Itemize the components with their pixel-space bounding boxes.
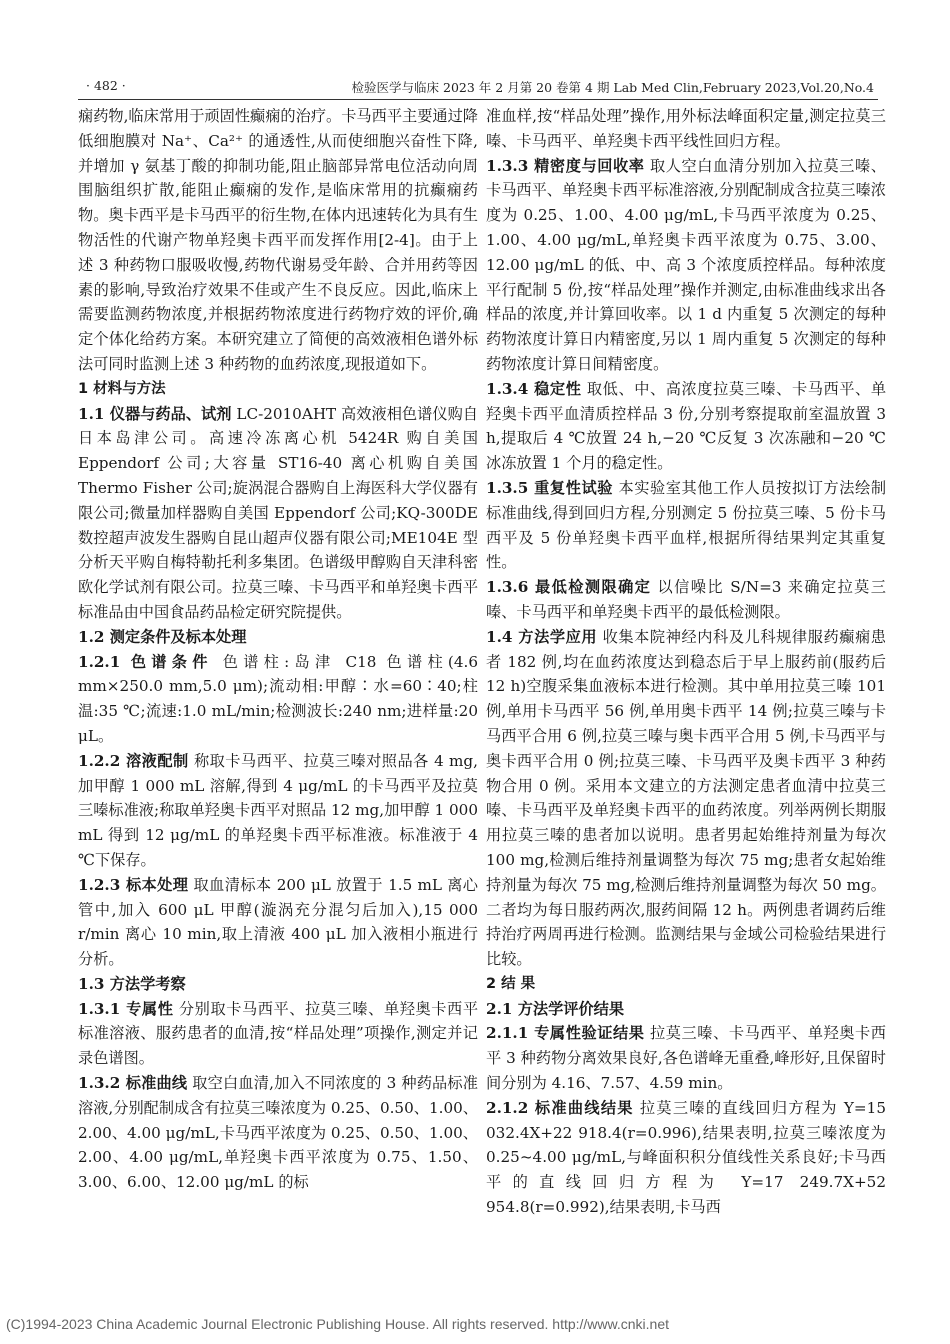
paragraph-1-3-3: [486, 154, 886, 377]
paragraph-1-2-1: [78, 650, 478, 749]
subsection-title: 1.3.2 标准曲线: [78, 1074, 188, 1093]
paragraph-text: 拉莫三嗪、卡马西平、单羟奥卡西平 3 种药物分离效果良好,各色谱峰无重叠,峰形好,且保留时间分别为 4.16、7.57、4.59 min。: [486, 1024, 886, 1093]
section-heading-1-3: 1.3 方法学考察: [78, 974, 186, 993]
paragraph-text: 取低、中、高浓度拉莫三嗪、卡马西平、单羟奥卡西平血清质控样品 3 份,分别考察提取前室温放置 3 h,提取后 4 ℃放置 24 h,−20 ℃反复 3 次冻融和−20 ℃冰冻放置 1 个月的稳定性。: [486, 379, 887, 473]
paragraph-text: 本实验室其他工作人员按拟订方法绘制标准曲线,得到回归方程,分别测定 5 份拉莫三嗪、5 份卡马西平及 5 份单羟奥卡西平血样,根据所得结果判定其重复性。: [486, 478, 887, 572]
paragraph-text: 取空白血清,加入不同浓度的 3 种药品标准溶液,分别配制成含有拉莫三嗪浓度为 0.25、0.50、1.00、2.00、4.00 μg/mL,卡马西平浓度为 0.25、0.50、1.00、2.00、4.00 μg/mL,单羟奥卡西平浓度为 0.75、1.50、3.00、6.00、12.00 μg/mL 的标: [78, 1074, 478, 1192]
paragraph-1-3-6: [486, 575, 886, 625]
section-heading-2: 2 结 果: [486, 975, 536, 992]
paragraph-1-2-2: [78, 749, 478, 873]
paragraph-text: 拉莫三嗪的直线回归方程为 Y=15 032.4X+22 918.4(r=0.996),结果表明,拉莫三嗪浓度为 0.25~4.00 μg/mL,与峰面积积分值线性关系良好;卡马西平的直线回归方程为 Y=17 249.7X+52 954.8(r=0.992),结果表明,卡马西: [486, 1098, 886, 1217]
subsection-title: 1.3.6 最低检测限确定: [486, 578, 652, 597]
paragraph-text: 取人空白血清分别加入拉莫三嗪、卡马西平、单羟奥卡西平标准溶液,分别配制成含拉莫三嗪浓度为 0.25、1.00、4.00 μg/mL,卡马西平浓度为 0.25、1.00、4.00 μg/mL,单羟奥卡西平浓度为 0.75、3.00、12.00 μg/mL 的低、中、高 3 个浓度质控样品。每种浓度平行配制 5 份,按“样品处理”操作并测定,由标准曲线求出各样品的浓度,并计算回收率。以 1 d 内重复 5 次测定的每种药物浓度计算日内精密度,另以 1 周内重复 5 次测定的每种药物浓度计算日间精密度。: [486, 156, 886, 373]
paragraph-2-1-1: [486, 1021, 886, 1095]
paragraph-text: 称取卡马西平、拉莫三嗪对照品各 4 mg,加甲醇 1 000 mL 溶解,得到 4 μg/mL 的卡马西平及拉莫三嗪标准液;称取单羟奥卡西平对照品 12 mg,加甲醇 1 000 mL 得到 12 μg/mL 的单羟奥卡西平标准液。标准液于 4 ℃下保存。: [78, 751, 478, 869]
subsection-title: 1.1 仪器与药品、试剂: [78, 404, 232, 423]
paragraph-1-3-4: [486, 377, 886, 476]
subsection-title: 2.1.1 专属性验证结果: [486, 1024, 645, 1043]
subsection-title: 1.3.5 重复性试验: [486, 478, 614, 497]
right-column: [486, 104, 886, 1220]
paragraph-1-2-3: [78, 873, 478, 972]
section-heading-1: 1 材料与方法: [78, 380, 166, 397]
subsection-title: 1.3.1 专属性: [78, 999, 174, 1018]
paragraph-text: 以信噪比 S/N=3 来确定拉莫三嗪、卡马西平和单羟奥卡西平的最低检测限。: [486, 578, 886, 621]
running-header: [86, 78, 874, 98]
intro-paragraph: 痫药物,临床常用于顽固性癫痫的治疗。卡马西平主要通过降低细胞膜对 Na⁺、Ca²⁺ 的通透性,从而使细胞兴奋性下降,并增加 γ 氨基丁酸的抑制功能,阻止脑部异常电位活动向周围脑组织扩散,能阻止癫痫的发作,是临床常用的抗癫痫药物。奥卡西平是卡马西平的衍生物,在体内迅速转化为具有生物活性的代谢产物单羟奥卡西平而发挥作用[2-4]。由于上述 3 种药物口服吸收慢,药物代谢易受年龄、合并用药等因素的影响,导致治疗效果不佳或产生不良反应。因此,临床上需要监测药物浓度,并根据药物浓度进行药物疗效的评价,确定个体化给药方案。本研究建立了简便的高效液相色谱外标法可同时监测上述 3 种药物的血药浓度,现报道如下。: [78, 107, 478, 373]
subsection-title: 1.2.2 溶液配制: [78, 751, 189, 770]
subsection-title: 1.3.4 稳定性: [486, 379, 582, 398]
subsection-title: 1.2.3 标本处理: [78, 875, 189, 894]
paragraph-1-1: [78, 402, 478, 625]
journal-citation: 检验医学与临床 2023 年 2 月第 20 卷第 4 期 Lab Med Clin,February 2023,Vol.20,No.4: [351, 80, 874, 95]
continuation-paragraph: 准血样,按“样品处理”操作,用外标法峰面积定量,测定拉莫三嗪、卡马西平、单羟奥卡西平线性回归方程。: [486, 107, 886, 150]
paragraph-text: 分别取卡马西平、拉莫三嗪、单羟奥卡西平标准溶液、服药患者的血清,按“样品处理”项操作,测定并记录色谱图。: [78, 999, 479, 1068]
paragraph-text: 收集本院神经内科及儿科规律服药癫痫患者 182 例,均在血药浓度达到稳态后于早上服药前(服药后 12 h)空腹采集血液标本进行检测。其中单用拉莫三嗪 101 例,单用卡马西平 56 例,单用奥卡西平 14 例;拉莫三嗪与卡马西平合用 6 例,拉莫三嗪与奥卡西平合用 5 例,卡马西平与奥卡西平合用 0 例;拉莫三嗪、卡马西平及奥卡西平 3 种药物合用 0 例。采用本文建立的方法测定患者血清中拉莫三嗪、卡马西平及单羟奥卡西平的血药浓度。列举两例长期服用拉莫三嗪的患者加以说明。患者男起始维持剂量为每次 100 mg,检测后维持剂量调整为每次 75 mg;患者女起始维持剂量为每次 75 mg,检测后维持剂量调整为每次 50 mg。二者均为每日服药两次,服药间隔 12 h。两例患者调药后维持治疗两周再进行检测。监测结果与金域公司检验结果进行比较。: [486, 627, 886, 969]
paragraph-2-1-2: [486, 1096, 886, 1220]
paragraph-1-3-5: [486, 476, 886, 575]
paragraph-1-3-1: [78, 997, 478, 1071]
section-heading-2-1: 2.1 方法学评价结果: [486, 999, 625, 1018]
subsection-title: 1.3.3 精密度与回收率: [486, 156, 645, 175]
section-heading-1-2: 1.2 测定条件及标本处理: [78, 627, 247, 646]
subsection-title: 1.4 方法学应用: [486, 627, 598, 646]
subsection-title: 1.2.1 色谱条件: [78, 652, 213, 671]
paragraph-text: 色谱柱:岛津 C18 色谱柱(4.6 mm×250.0 mm,5.0 μm);流动相:甲醇∶水=60∶40;柱温:35 ℃;流速:1.0 mL/min;检测波长:240 nm;进样量:20 μL。: [78, 652, 478, 745]
left-column: [78, 104, 478, 1195]
paragraph-text: LC-2010AHT 高效液相色谱仪购自日本岛津公司。高速冷冻离心机 5424R 购自美国 Eppendorf 公司;大容量 ST16-40 离心机购自美国 Thermo Fisher 公司;旋涡混合器购自上海医科大学仪器有限公司;微量加样器购自美国 Eppendorf 公司;KQ-300DE 数控超声波发生器购自昆山超声仪器有限公司;ME104E 型分析天平购自梅特勒托利多集团。色谱级甲醇购自天津科密欧化学试剂有限公司。拉莫三嗪、卡马西平和单羟奥卡西平标准品由中国食品药品检定研究院提供。: [78, 404, 478, 621]
copyright-footer: (C)1994-2023 China Academic Journal Electronic Publishing House. All rights reserved. http://www.cnki.net: [6, 1316, 669, 1332]
page-number: · 482 ·: [86, 78, 126, 93]
paragraph-text: 取血清标本 200 μL 放置于 1.5 mL 离心管中,加入 600 μL 甲醇(漩涡充分混匀后加入),15 000 r/min 离心 10 min,取上清液 400 μL 加入液相小瓶进行分析。: [78, 875, 478, 969]
paragraph-1-4: [486, 625, 886, 972]
header-rule: [78, 99, 878, 100]
paragraph-1-3-2: [78, 1071, 478, 1195]
subsection-title: 2.1.2 标准曲线结果: [486, 1098, 634, 1117]
